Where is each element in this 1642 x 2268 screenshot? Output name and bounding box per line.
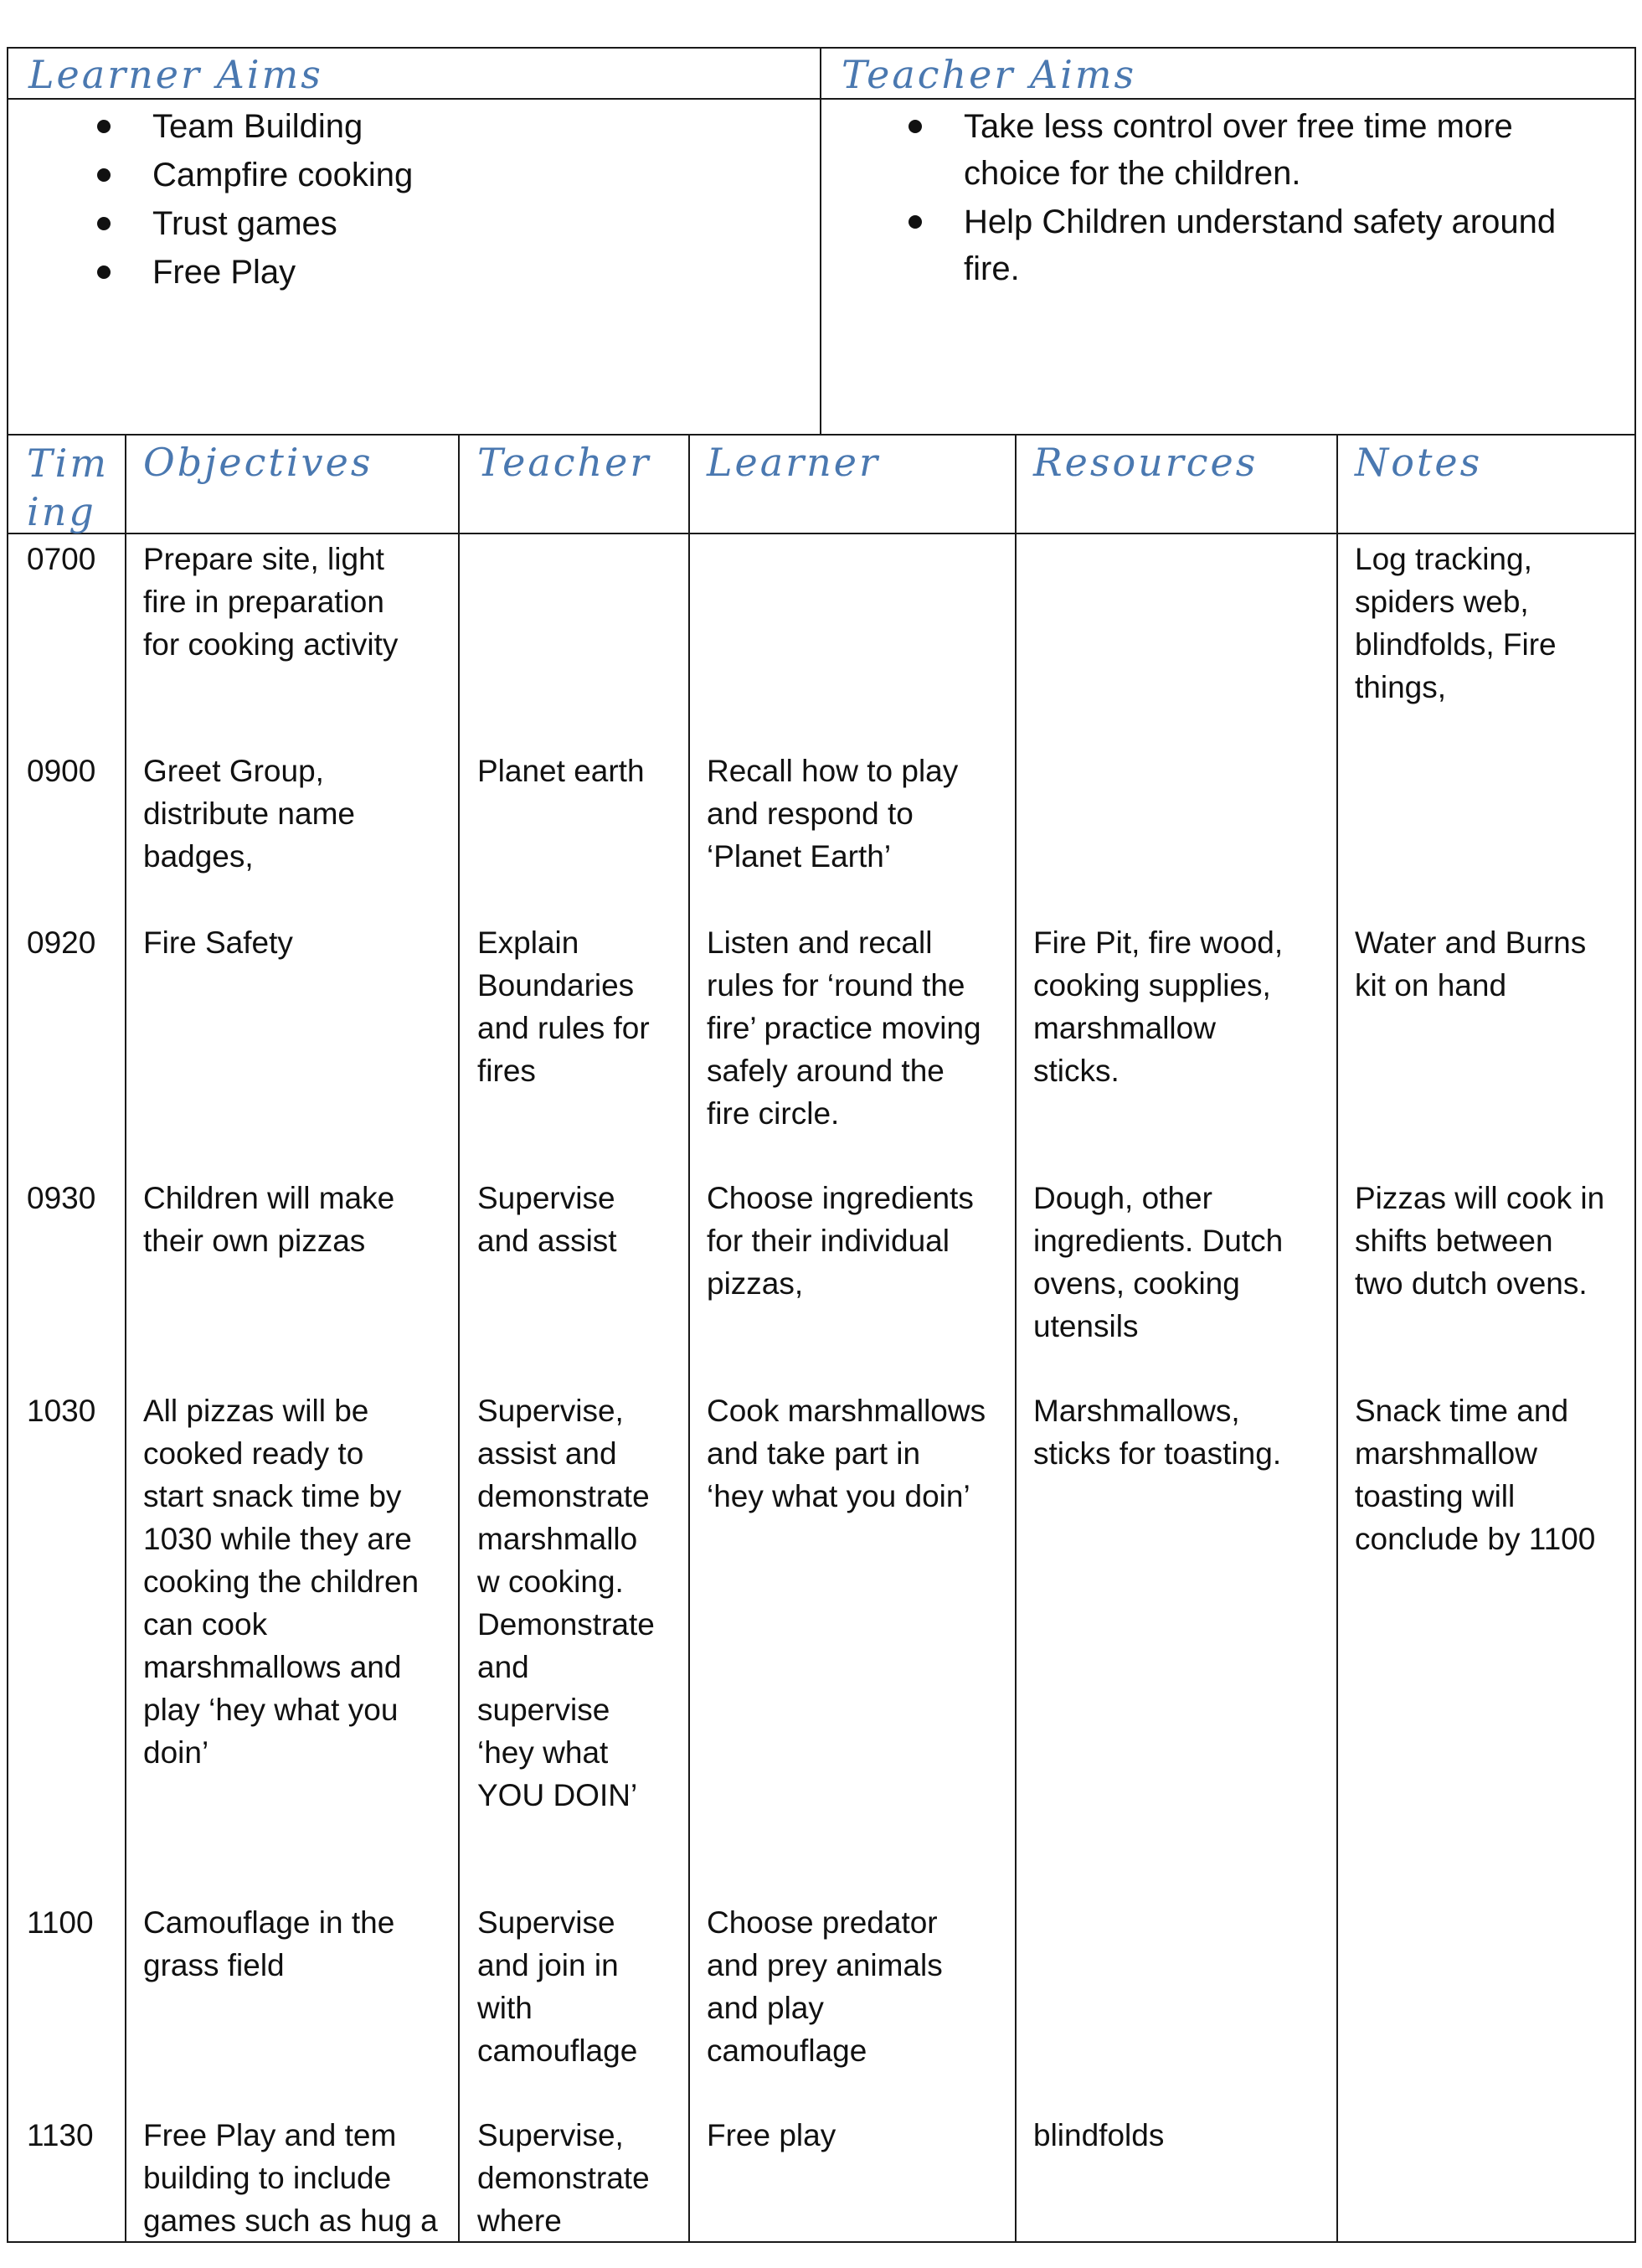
cell-objectives: Free Play and tem building to include games such as hug a (143, 2118, 438, 2238)
column-header-objectives: Objectives (143, 440, 373, 485)
list-item: Trust games (152, 200, 413, 247)
bullet-icon (97, 168, 111, 182)
bullet-icon (97, 265, 111, 279)
cell-timing: 1130 (27, 2118, 94, 2152)
cell-objectives: Fire Safety (143, 925, 293, 960)
cell-timing: 1100 (27, 1905, 94, 1940)
teacher-aims-heading: Teacher Aims (842, 52, 1137, 97)
cell-resources: Marshmallows, sticks for toasting. (1033, 1394, 1282, 1471)
list-item: Free Play (152, 249, 413, 296)
bullet-icon (97, 120, 111, 133)
cell-timing: 0700 (27, 542, 96, 576)
header-rule (8, 533, 1634, 534)
cell-learner: Choose predator and prey animals and play camouflage (707, 1905, 943, 2068)
list-item: Help Children understand safety around fire. (964, 198, 1556, 292)
column-divider (125, 434, 126, 2241)
cell-timing: 0920 (27, 925, 96, 960)
aims-header-rule (8, 98, 1634, 100)
column-divider (1336, 434, 1338, 2241)
column-divider (1015, 434, 1017, 2241)
cell-resources: blindfolds (1033, 2118, 1165, 2152)
aims-table (7, 47, 1636, 436)
column-header-learner: Learner (707, 440, 881, 485)
cell-timing: 0900 (27, 754, 96, 788)
cell-teacher: Explain Boundaries and rules for fires (477, 925, 650, 1088)
cell-teacher: Supervise, demonstrate where (477, 2118, 650, 2238)
cell-teacher: Supervise, assist and demonstrate marshmallo w cooking. Demonstrate and supervise ‘hey what YOU DOIN’ (477, 1394, 655, 1812)
learner-aims-list (152, 103, 413, 296)
cell-objectives: Prepare site, light fire in preparation for cooking activity (143, 542, 399, 662)
cell-objectives: All pizzas will be cooked ready to start snack time by 1030 while they are cooking the children can cook marshmallows and play ‘hey what you doin’ (143, 1394, 420, 1770)
cell-objectives: Camouflage in the grass field (143, 1905, 395, 1982)
schedule-table (7, 434, 1636, 2243)
column-header-timing: Tim ing (27, 441, 110, 534)
cell-learner: Free play (707, 2118, 836, 2152)
cell-objectives: Greet Group, distribute name badges, (143, 754, 355, 874)
bullet-icon (97, 217, 111, 230)
column-header-notes: Notes (1355, 440, 1483, 485)
cell-notes: Water and Burns kit on hand (1355, 925, 1587, 1003)
cell-teacher: Supervise and assist (477, 1181, 617, 1258)
teacher-aims-list (964, 103, 1556, 292)
cell-notes: Log tracking, spiders web, blindfolds, Fire things, (1355, 542, 1557, 704)
cell-teacher: Supervise and join in with camouflage (477, 1905, 638, 2068)
column-divider (688, 434, 690, 2241)
column-header-teacher: Teacher (477, 440, 651, 485)
cell-teacher: Planet earth (477, 754, 645, 788)
cell-learner: Cook marshmallows and take part in ‘hey what you doin’ (707, 1394, 986, 1513)
list-item: Take less control over free time more choice for the children. (964, 103, 1556, 197)
cell-objectives: Children will make their own pizzas (143, 1181, 395, 1258)
list-item: Team Building (152, 103, 413, 150)
column-header-resources: Resources (1033, 440, 1259, 485)
cell-notes: Pizzas will cook in shifts between two dutch ovens. (1355, 1181, 1605, 1301)
cell-learner: Listen and recall rules for ‘round the fire’ practice moving safely around the fire circle. (707, 925, 981, 1131)
cell-learner: Choose ingredients for their individual pizzas, (707, 1181, 974, 1301)
learner-aims-heading: Learner Aims (28, 52, 323, 97)
cell-resources: Dough, other ingredients. Dutch ovens, cooking utensils (1033, 1181, 1284, 1343)
cell-timing: 1030 (27, 1394, 96, 1428)
cell-resources: Fire Pit, fire wood, cooking supplies, marshmallow sticks. (1033, 925, 1284, 1088)
cell-timing: 0930 (27, 1181, 96, 1215)
cell-learner: Recall how to play and respond to ‘Planet Earth’ (707, 754, 959, 874)
column-divider (458, 434, 460, 2241)
cell-notes: Snack time and marshmallow toasting will conclude by 1100 (1355, 1394, 1596, 1556)
aims-divider (820, 49, 821, 434)
bullet-icon (909, 215, 922, 229)
list-item: Campfire cooking (152, 152, 413, 198)
bullet-icon (909, 120, 922, 133)
